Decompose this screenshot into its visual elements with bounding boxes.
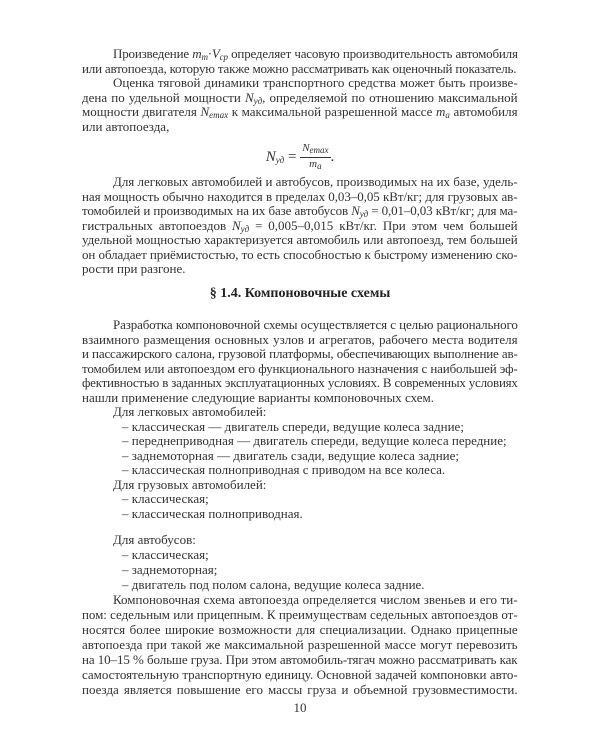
text-run: – классическая полноприводная.	[122, 505, 303, 521]
line-content	[82, 248, 518, 263]
math-symbol: m	[436, 104, 446, 119]
line-content	[113, 532, 196, 547]
text-run: Оценка тяговой динамики транспортного средства может быть произве-	[113, 75, 518, 90]
text-run: носятся более широкие возможности для специализации. Однако прицепные	[82, 622, 518, 637]
text-run: дена по удельной мощности	[82, 89, 245, 105]
text-run: Произведение	[113, 46, 193, 61]
math-symbol: V	[211, 46, 220, 61]
text-run: ·	[207, 46, 212, 61]
formula-fraction	[300, 142, 330, 173]
text-run: автомобиля	[449, 104, 518, 119]
line-content	[82, 637, 518, 652]
line-content	[122, 577, 425, 592]
paragraph-block-intro	[82, 47, 518, 134]
text-run: нашли применение следующие варианты компоновочных схем.	[82, 389, 435, 405]
text-run: автопоезда при такой же максимальной разрешенной массе могут перевозить	[82, 637, 518, 652]
text-line	[82, 219, 518, 234]
paragraph-block-road-trains	[82, 532, 518, 697]
subscript: т	[201, 52, 208, 62]
subscript: ср	[219, 52, 228, 62]
line-content	[122, 434, 507, 449]
text-run: – классическая;	[122, 491, 209, 506]
line-content	[82, 262, 186, 277]
text-run: взаимного размещения основных узлов и агрегатов, рабочего места водителя	[82, 331, 518, 347]
math-symbol: N	[200, 104, 210, 119]
text-run: и пассажирского салона, грузовой платформы, обеспечивающих выполнение ав-	[82, 346, 518, 361]
line-content	[113, 175, 518, 190]
text-line	[82, 76, 518, 91]
text-run: самостоятельную транспортную единицу. Основной задачей компоновки авто-	[82, 667, 518, 682]
formula-end: .	[330, 148, 335, 165]
text-run: гистральных автопоездов	[82, 217, 232, 233]
list-item	[82, 463, 518, 478]
text-line	[82, 652, 518, 667]
text-run: или автопоезда,	[82, 118, 170, 134]
line-content	[82, 622, 518, 637]
list-item	[82, 492, 518, 507]
list-label	[82, 405, 518, 420]
formula-numerator: N	[302, 142, 310, 154]
formula-lhs-sub: уд	[275, 154, 285, 165]
text-line	[82, 47, 518, 62]
text-run: мощности двигателя	[82, 104, 201, 119]
formula-denominator: m	[309, 158, 318, 170]
text-line	[82, 592, 518, 607]
section-heading: § 1.4. Компоновочные схемы	[209, 286, 391, 301]
line-content	[82, 62, 516, 77]
math-symbol: m	[192, 46, 202, 61]
line-content	[82, 120, 169, 135]
subscript: уд	[253, 95, 263, 106]
text-line	[82, 347, 518, 362]
text-line	[82, 190, 518, 205]
line-content	[82, 391, 434, 406]
line-content	[113, 318, 518, 333]
text-run: Для легковых автомобилей:	[113, 404, 267, 419]
line-content	[82, 376, 518, 391]
text-run: Для автобусов:	[113, 532, 196, 547]
text-run: Разработка компоновочной схемы осуществляется с целью рационального	[113, 317, 518, 332]
line-content	[82, 682, 518, 697]
line-content	[122, 449, 459, 464]
text-run: = 0,005–0,015 кВт/кг. При этом чем большей	[249, 217, 518, 233]
text-line	[82, 91, 518, 106]
text-line	[82, 62, 518, 77]
text-line	[82, 391, 518, 406]
line-content	[122, 463, 445, 478]
text-line	[82, 175, 518, 190]
text-run: рости при разгоне.	[82, 261, 186, 276]
list-item	[82, 420, 518, 435]
list-item	[82, 547, 518, 562]
text-line	[82, 120, 518, 135]
text-run: – переднеприводная — двигатель спереди, ведущие колеса передние;	[122, 433, 507, 448]
text-line	[82, 233, 518, 248]
formula-numerator-sub: emax	[309, 145, 329, 155]
line-content	[82, 333, 518, 348]
text-line	[82, 637, 518, 652]
subscript: emax	[209, 110, 229, 120]
formula-lhs: N	[265, 148, 276, 165]
text-run: = 0,01–0,03 кВт/кг; для ма-	[368, 203, 518, 218]
line-content	[82, 362, 518, 377]
line-content	[122, 507, 303, 522]
text-line	[82, 105, 518, 120]
text-run: Для грузовых автомобилей:	[113, 476, 267, 492]
text-run: томобилем или автопоездом его функционального назначения с наибольшей эф-	[82, 360, 518, 376]
text-run: – классическая;	[122, 547, 209, 562]
formula-denominator-box	[300, 158, 330, 173]
formula-specific-power	[0, 142, 600, 173]
line-content	[113, 592, 518, 607]
line-content	[82, 667, 518, 682]
list-item	[82, 507, 518, 522]
text-line	[82, 667, 518, 682]
text-line	[82, 362, 518, 377]
math-symbol: N	[244, 89, 254, 105]
subscript: a	[445, 110, 450, 120]
text-line	[82, 607, 518, 622]
list-label	[82, 478, 518, 493]
text-run: Для легковых автомобилей и автобусов, производимых на их базе, удель-	[113, 174, 518, 189]
formula-numerator-box	[300, 142, 330, 158]
paragraph-block-power	[82, 175, 518, 277]
text-run: Компоновочная схема автопоезда определяется числом звеньев и его ти-	[113, 592, 518, 607]
text-run: – двигатель под полом салона, ведущие колеса задние.	[122, 577, 425, 592]
line-content	[82, 607, 518, 622]
paragraph-block-layouts	[82, 318, 518, 521]
text-line	[82, 318, 518, 333]
math-symbol: N	[231, 217, 241, 233]
list-item	[82, 577, 518, 592]
math-symbol: N	[351, 203, 360, 218]
text-run: ная мощность обычно находится в пределах 0,03–0,05 кВт/кг; для грузовых ав-	[82, 188, 518, 204]
line-content	[82, 652, 518, 667]
text-run: томобилей и производимых на их базе автобусов	[82, 203, 352, 218]
text-line	[82, 204, 518, 219]
text-run: определяет часовую производительность автомобиля	[227, 46, 518, 61]
text-line	[82, 262, 518, 277]
line-content	[82, 347, 518, 362]
text-run: фективностью в заданных эксплуатационных условиях. В современных условиях	[82, 375, 518, 390]
text-run: на 10–15 % больше груза. При этом автомобиль-тягач можно рассматривать как	[82, 652, 518, 667]
text-run: он обладает приёмистостью, то есть способностью к быстрому изменению ско-	[82, 246, 518, 262]
line-content	[113, 405, 266, 420]
text-run: поезда является повышение его массы груза и объемной грузовместимости.	[82, 682, 518, 697]
list-item	[82, 449, 518, 464]
line-content	[113, 76, 518, 91]
line-content	[122, 562, 217, 577]
line-content	[82, 190, 518, 205]
text-run: , определяемой по отношению максимальной	[262, 89, 518, 105]
text-run: – классическая полноприводная с приводом на все колеса.	[122, 462, 446, 477]
text-run: к максимальной разрешенной массе	[228, 104, 437, 119]
line-content	[122, 547, 209, 562]
text-run: – классическая — двигатель спереди, ведущие колеса задние;	[122, 418, 464, 434]
line-content	[122, 420, 464, 435]
list-item	[82, 562, 518, 577]
text-line	[82, 333, 518, 348]
line-content	[113, 478, 266, 493]
text-line	[82, 248, 518, 263]
text-run: – заднемоторная — двигатель сзади, ведущие колеса задние;	[122, 447, 460, 463]
text-run: или автопоезда, которую также можно рассматривать как оценочный показатель.	[82, 60, 517, 76]
page-number: 10	[293, 700, 307, 715]
list-label	[82, 532, 518, 547]
text-line	[82, 622, 518, 637]
formula-denominator-sub: a	[317, 161, 322, 171]
formula-equals: =	[284, 148, 301, 165]
line-content	[122, 492, 209, 507]
list-item	[82, 434, 518, 449]
subscript: уд	[359, 209, 369, 219]
text-run: удельной мощностью характеризуется автомобиль или автопоезд, тем большей	[82, 232, 518, 247]
text-run: пом: седельным или прицепным. К преимуществам седельных автопоездов от-	[82, 607, 518, 622]
subscript: уд	[240, 223, 250, 234]
text-line	[82, 376, 518, 391]
line-content	[82, 233, 518, 248]
text-line	[82, 682, 518, 697]
text-run: – заднемоторная;	[122, 562, 218, 577]
